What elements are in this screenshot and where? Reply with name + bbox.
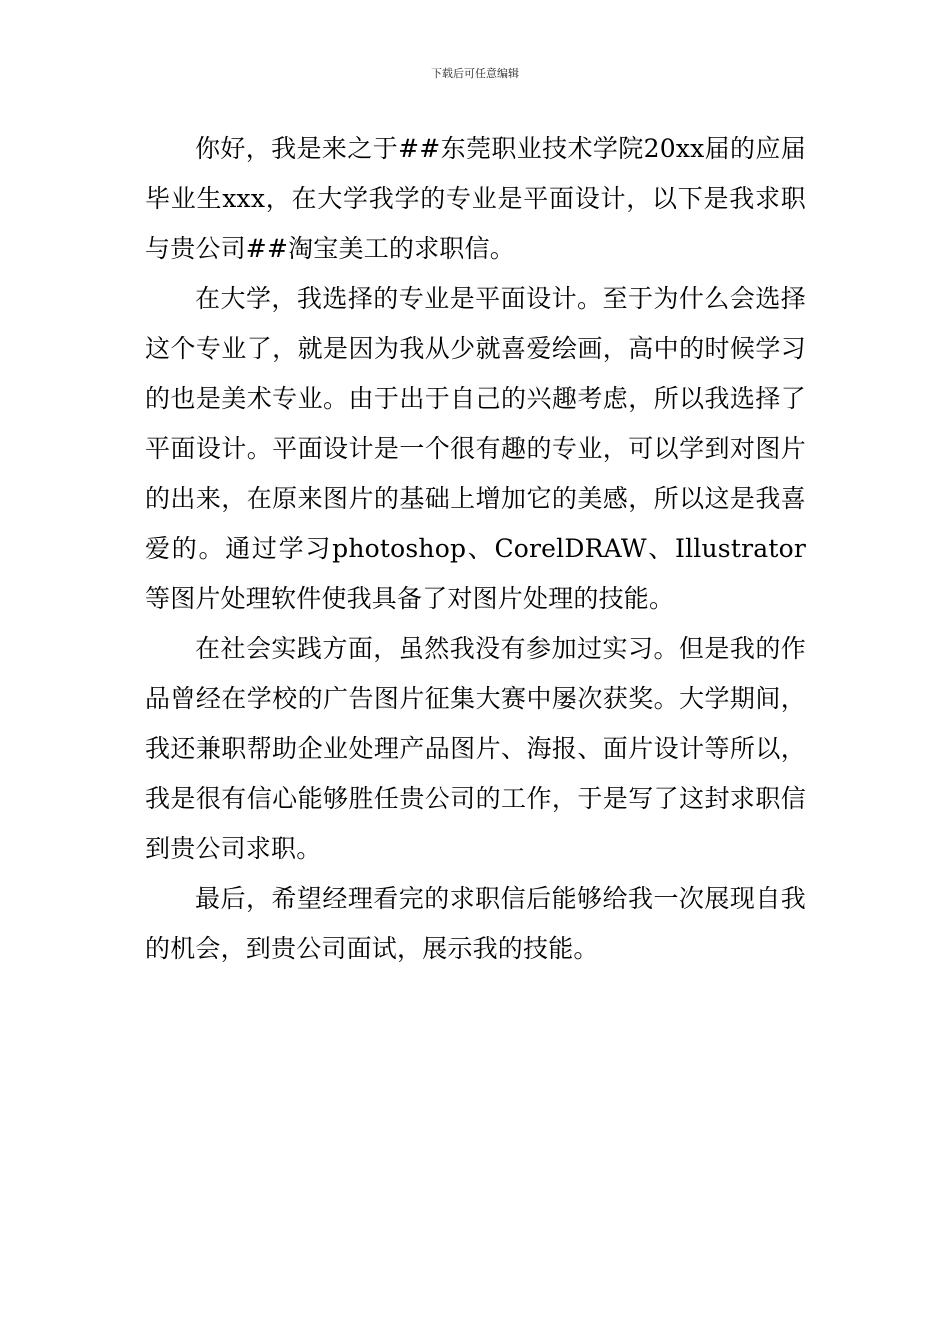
paragraph-major: 在大学，我选择的专业是平面设计。至于为什么会选择这个专业了，就是因为我从少就喜爱绘画，高中的时候学习的也是美术专业。由于出于自己的兴趣考虑，所以我选择了平面设计。平面设计是一个很有趣的专业，可以学到对图片的出来，在原来图片的基础上增加它的美感，所以这是我喜爱的。通过学习photoshop、CorelDRAW、Illustrator等图片处理软件使我具备了对图片处理的技能。 — [145, 284, 806, 613]
paragraph-practice: 在社会实践方面，虽然我没有参加过实习。但是我的作品曾经在学校的广告图片征集大赛中屡次获奖。大学期间，我还兼职帮助企业处理产品图片、海报、面片设计等所以，我是很有信心能够胜任贵公司的工作，于是写了这封求职信到贵公司求职。 — [145, 634, 806, 863]
paragraph-intro: 你好，我是来之于##东莞职业技术学院20xx届的应届毕业生xxx，在大学我学的专业是平面设计，以下是我求职与贵公司##淘宝美工的求职信。 — [145, 134, 806, 263]
paragraph-closing: 最后，希望经理看完的求职信后能够给我一次展现自我的机会，到贵公司面试，展示我的技能。 — [145, 884, 806, 963]
letter-body — [145, 124, 806, 974]
page-header: 下载后可任意编辑 — [431, 67, 519, 80]
